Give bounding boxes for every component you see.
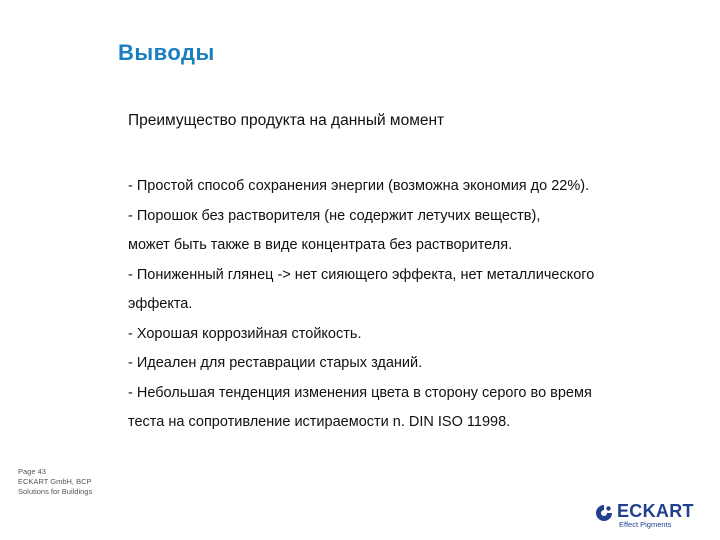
- footer-page-number: Page 43: [18, 467, 46, 476]
- bullet-line: эффекта.: [128, 296, 193, 312]
- eckart-logo-icon: [595, 504, 613, 522]
- bullet-line: теста на сопротивление истираемости n. DIN ISO 11998.: [128, 414, 511, 430]
- bullet-line: - Небольшая тенденция изменения цвета в сторону серого во время: [128, 384, 592, 401]
- eckart-logo: [595, 501, 695, 531]
- bullet-line: - Порошок без растворителя (не содержит летучих веществ),: [128, 207, 541, 224]
- logo-tagline: Effect Pigments: [619, 520, 672, 529]
- footer-company: ECKART GmbH, BCP: [18, 477, 92, 486]
- logo-wordmark: ECKART: [617, 501, 694, 521]
- bullet-line: - Простой способ сохранения энергии (возможна экономия до 22%).: [128, 178, 590, 194]
- bullet-line: - Пониженный глянец -> нет сияющего эффекта, нет металлического: [128, 266, 595, 283]
- bullet-list: [128, 172, 668, 438]
- bullet-line: - Идеален для реставрации старых зданий.: [128, 355, 423, 371]
- slide-subtitle: Преимущество продукта на данный момент: [128, 112, 445, 129]
- footer-division: Solutions for Buildings: [18, 487, 93, 496]
- bullet-line: - Хорошая коррозийная стойкость.: [128, 325, 362, 342]
- slide-title: Выводы: [118, 40, 215, 65]
- bullet-line: может быть также в виде концентрата без растворителя.: [128, 237, 513, 253]
- slide-footer: [18, 467, 92, 497]
